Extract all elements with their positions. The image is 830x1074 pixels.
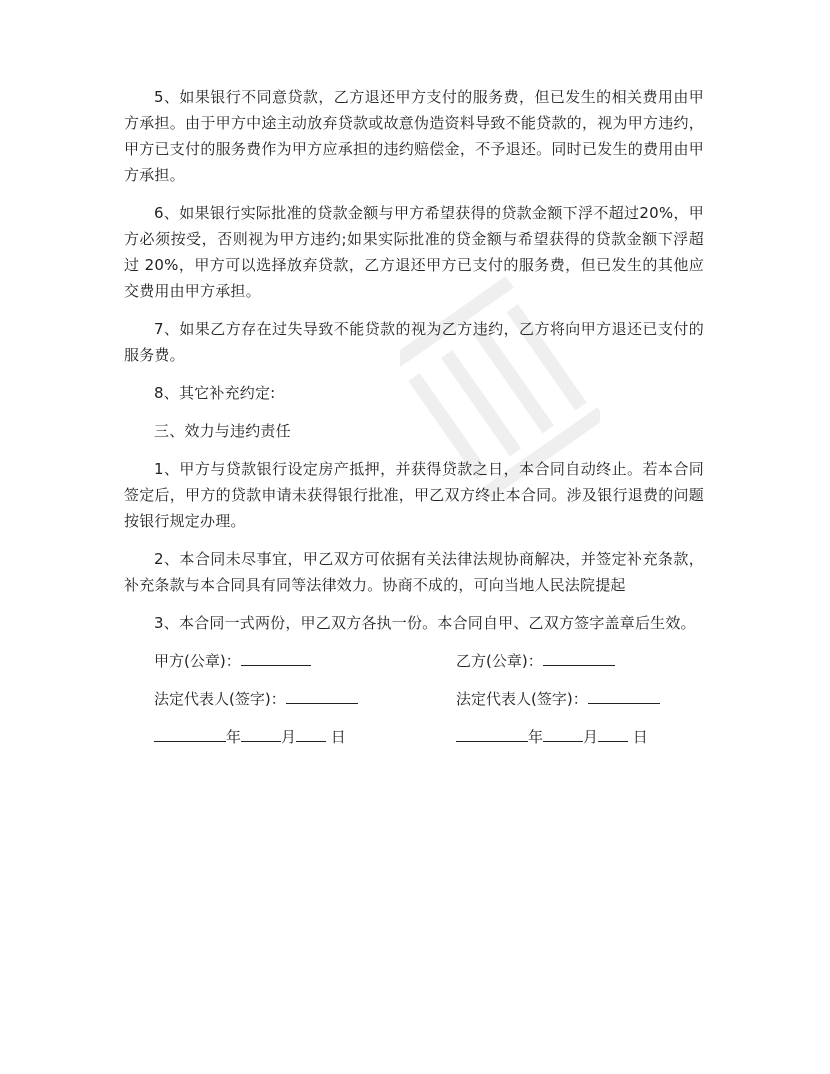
party-a-rep-blank[interactable] xyxy=(286,686,358,704)
party-a-day-blank[interactable] xyxy=(296,724,326,742)
signature-row-representative xyxy=(124,686,704,712)
document-body xyxy=(124,84,704,762)
party-a-seal xyxy=(154,648,311,674)
party-b-seal xyxy=(456,648,615,674)
signature-row-seal xyxy=(124,648,704,674)
party-b-year-blank[interactable] xyxy=(456,724,528,742)
party-b-month-blank[interactable] xyxy=(543,724,583,742)
party-a-rep-label: 法定代表人(签字)： xyxy=(154,690,286,708)
section3-clause-3: 3、本合同一式两份，甲乙双方各执一份。本合同自甲、乙双方签字盖章后生效。 xyxy=(154,614,696,632)
party-a-seal-label: 甲方(公章)： xyxy=(154,652,241,670)
party-a-representative xyxy=(154,686,358,712)
party-b-seal-blank[interactable] xyxy=(543,648,615,666)
section3-clause-1: 1、甲方与贷款银行设定房产抵押，并获得贷款之日，本合同自动终止。若本合同签定后，甲方的贷款申请未获得银行批准，甲乙双方终止本合同。涉及银行退费的问题按银行规定办理。 xyxy=(124,460,704,530)
party-a-year-blank[interactable] xyxy=(154,724,226,742)
clause-8: 8、其它补充约定: xyxy=(154,384,276,402)
party-b-rep-blank[interactable] xyxy=(588,686,660,704)
party-b-year-label: 年 xyxy=(528,728,544,746)
party-a-day-label: 日 xyxy=(326,728,346,746)
party-b-day-label: 日 xyxy=(628,728,648,746)
party-a-year-label: 年 xyxy=(226,728,242,746)
party-a-seal-blank[interactable] xyxy=(241,648,311,666)
party-b-rep-label: 法定代表人(签字)： xyxy=(456,690,588,708)
signature-row-date xyxy=(124,724,704,750)
party-b-seal-label: 乙方(公章)： xyxy=(456,652,543,670)
section3-clause-2: 2、本合同未尽事宜，甲乙双方可依据有关法律法规协商解决，并签定补充条款，补充条款与本合同具有同等法律效力。协商不成的，可向当地人民法院提起 xyxy=(124,550,704,594)
party-a-date xyxy=(154,724,346,750)
party-b-month-label: 月 xyxy=(583,728,599,746)
clause-5: 5、如果银行不同意贷款，乙方退还甲方支付的服务费，但已发生的相关费用由甲方承担。由于甲方中途主动放弃贷款或故意伪造资料导致不能贷款的，视为甲方违约，甲方已支付的服务费作为甲方应承担的违约赔偿金，不予退还。同时已发生的费用由甲方承担。 xyxy=(124,88,704,184)
party-b-representative xyxy=(456,686,660,712)
clause-6: 6、如果银行实际批准的贷款金额与甲方希望获得的贷款金额下浮不超过20%，甲方必须按受，否则视为甲方违约;如果实际批准的贷金额与希望获得的贷款金额下浮超过 20%，甲方可以选择放弃贷款，乙方退还甲方已支付的服务费，但已发生的其他应交费用由甲方承担。 xyxy=(124,204,704,300)
party-a-month-label: 月 xyxy=(281,728,297,746)
party-b-day-blank[interactable] xyxy=(598,724,628,742)
clause-7: 7、如果乙方存在过失导致不能贷款的视为乙方违约，乙方将向甲方退还已支付的服务费。 xyxy=(124,320,704,364)
section-title-3: 三、效力与违约责任 xyxy=(154,422,291,440)
party-a-month-blank[interactable] xyxy=(241,724,281,742)
party-b-date xyxy=(456,724,648,750)
